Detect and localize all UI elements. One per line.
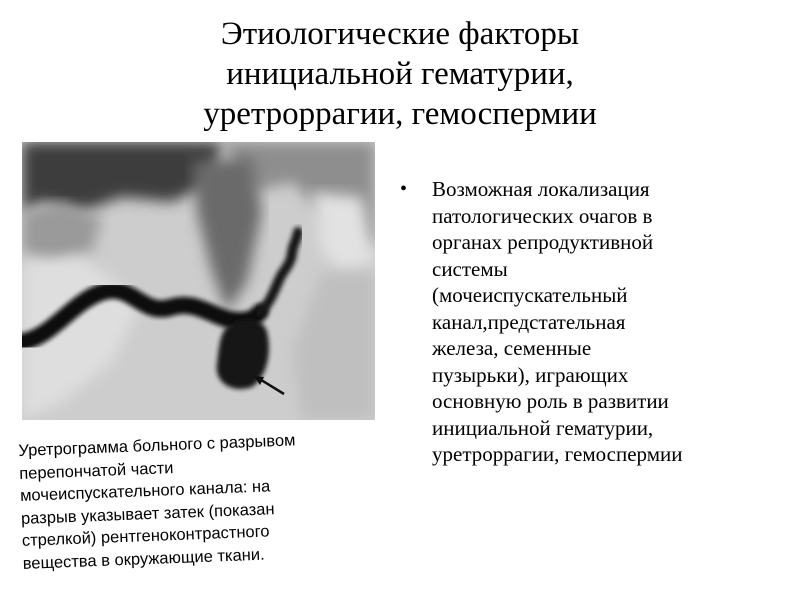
- bullet-line: основную роль в развитии: [432, 389, 669, 413]
- bullet-line: органах репродуктивной: [432, 230, 654, 254]
- image-caption: [18, 426, 383, 575]
- bullet-line: инициальной гематурии,: [432, 415, 654, 440]
- bullet-dot-icon: •: [400, 178, 408, 200]
- urethrogram-image: [22, 142, 375, 420]
- bullet-line: (мочеиспускательный: [432, 283, 628, 307]
- title-line-3: уретроррагии, гемоспермии: [203, 96, 597, 132]
- bullet-line: Возможная локализация: [432, 177, 650, 201]
- caption-line: перепончатой части: [18, 458, 174, 483]
- bullet-line: уретроррагии, гемоспермии: [432, 442, 683, 466]
- bullet-item: [398, 176, 770, 468]
- caption-line: Уретрограмма больного с разрывом: [18, 431, 296, 460]
- bullet-line: патологических очагов в: [432, 203, 653, 228]
- slide-title: [60, 14, 740, 134]
- bullet-line: канал,предстательная: [432, 309, 626, 334]
- caption-line: стрелкой) рентгеноконтрастного: [21, 522, 270, 550]
- bullet-line: пузырьки), играющих: [432, 362, 629, 387]
- bullet-list: [398, 176, 770, 468]
- caption-line: вещества в окружающие ткани.: [22, 545, 265, 573]
- caption-line: разрыв указывает затек (показан: [20, 499, 275, 528]
- caption-line: мочеиспускательного канала: на: [19, 477, 271, 505]
- title-line-1: Этиологические факторы: [220, 16, 580, 52]
- bullet-line: системы: [432, 256, 508, 281]
- title-line-2: инициальной гематурии,: [226, 56, 574, 92]
- bullet-line: железа, семенные: [432, 336, 592, 360]
